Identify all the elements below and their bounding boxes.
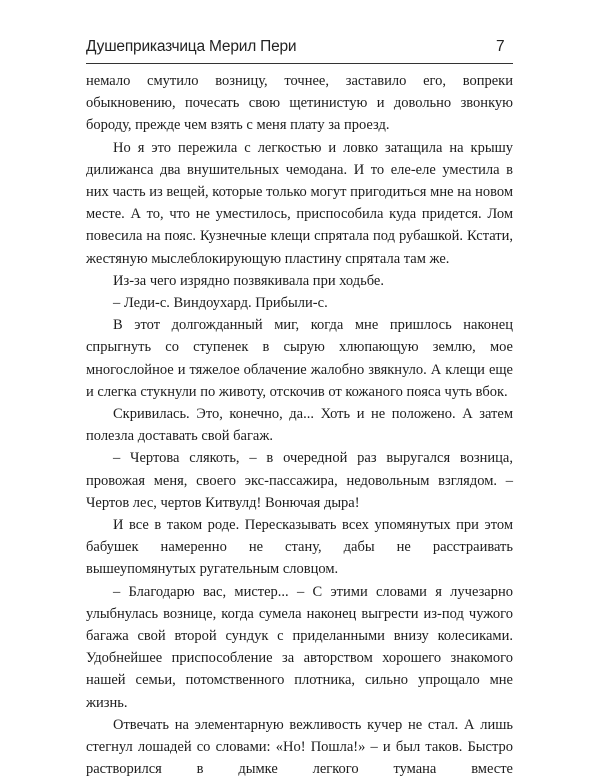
paragraph-4: – Леди-с. Виндоухард. Прибыли-с.	[113, 295, 328, 312]
paragraph-3: Из-за чего изрядно позвякивала при ходьбе.	[113, 272, 384, 289]
body-text	[86, 70, 513, 781]
paragraph-9: – Благодарю вас, мистер... – С этими словами я лучезарно улыбнулась вознице, когда сумела наконец выгрести из-под чужого багажа свой второй сундук с приделанными внизу колесиками. Удобнейшее приспособление за авторством хорошего знакомого нашей семьи, потомственного плотника, сильно упрощало мне жизнь.	[86, 583, 513, 711]
header-rule	[86, 63, 513, 64]
page-number: 7	[496, 38, 505, 55]
paragraph-10: Отвечать на элементарную вежливость кучер не стал. А лишь стегнул лошадей со словами: «Но! Пошла!» – и был таков. Быстро растворился в дымке легкого тумана вместе	[86, 716, 513, 778]
paragraph-6: Скривилась. Это, конечно, да... Хоть и не положено. А затем полезла доставать свой багаж.	[86, 406, 513, 445]
running-header-title: Душеприказчица Мерил Пери	[86, 38, 297, 55]
paragraph-5: В этот долгожданный миг, когда мне пришлось наконец спрыгнуть со ступенек в сырую хлюпающую землю, мое многослойное и тяжелое облачение жалобно звякнуло. А клещи еще и слегка стукнули по животу, отскочив от кожаного пояса чуть вбок.	[86, 317, 513, 400]
paragraph-2: Но я это пережила с легкостью и ловко затащила на крышу дилижанса два внушительных чемодана. И то еле-еле уместила в них часть из вещей, которые только могут пригодиться мне на новом месте. А то, что не уместилось, приспособила куда придется. Лом повесила на пояс. Кузнечные клещи спрятала под рубашкой. Кстати, жестяную мыслеблокирующую пластину спрятала там же.	[86, 139, 513, 267]
paragraph-7: – Чертова слякоть, – в очередной раз выругался возница, провожая меня, своего экс-пассажира, недовольным взглядом. – Чертов лес, чертов Китвулд! Вонючая дыра!	[86, 450, 513, 511]
paragraph-1: немало смутило возницу, точнее, заставило его, вопреки обыкновению, почесать свою щетинистую и довольно звонкую бороду, прежде чем взять с меня плату за проезд.	[86, 73, 513, 134]
paragraph-8: И все в таком роде. Пересказывать всех упомянутых при этом бабушек намеренно не стану, дабы не расстраивать вышеупомянутых ругательным словцом.	[86, 517, 513, 578]
